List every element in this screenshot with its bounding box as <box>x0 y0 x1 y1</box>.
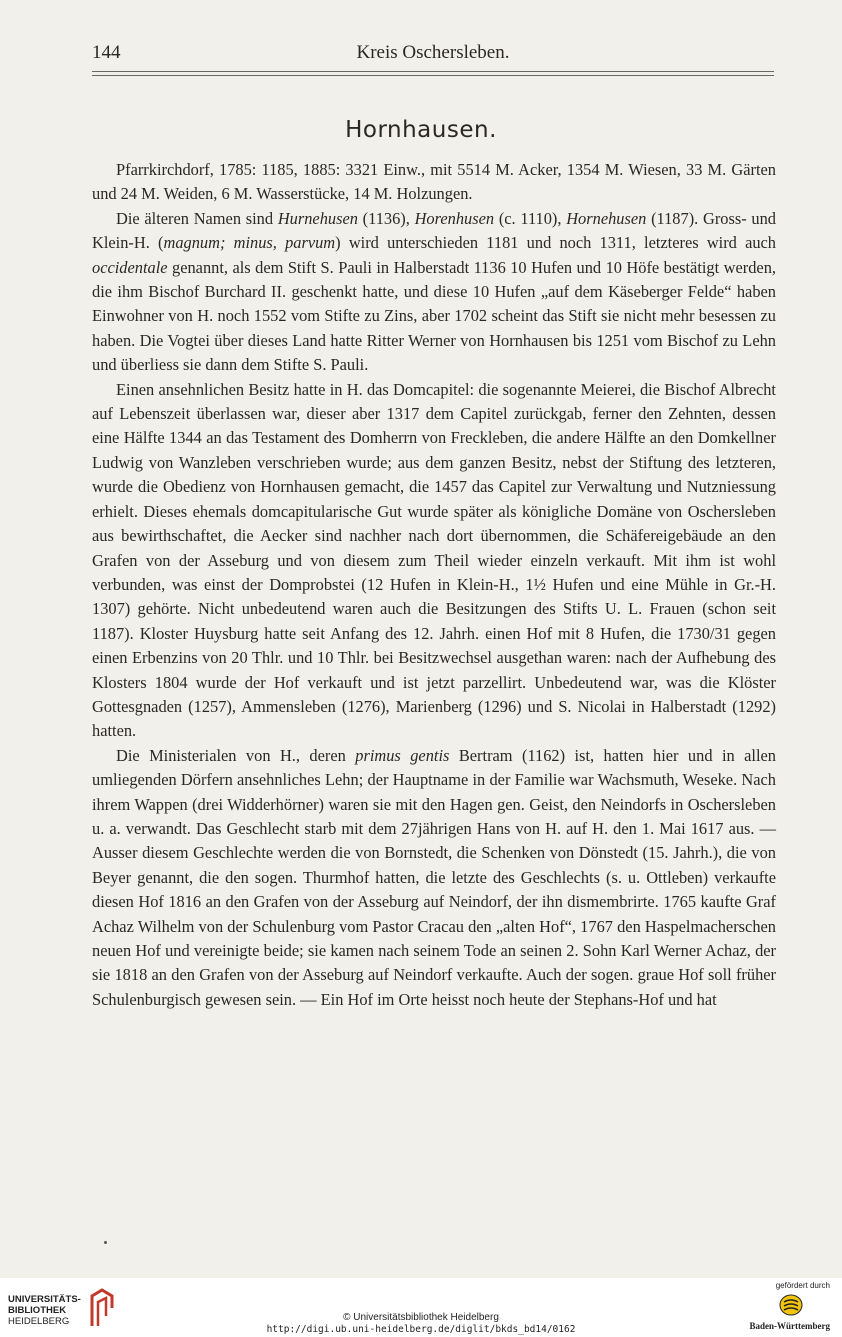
italic-term: primus gentis <box>355 745 450 765</box>
header-rule <box>92 71 774 72</box>
text-run: Einen ansehnlichen Besitz hatte in H. das Domcapitel: die sogenannte Meierei, die Bischof Albrecht auf Lebenszeit überlassen war, dieser aber 1317 dem Capitel zurückgab, ferner den Zehnten, dessen eine Hälfte 1344 an das Testament des Domherrn von Freckleben, die andere Hälfte an den Domkellner Ludwig von Wanzleben verschrieben wurde; aus dem ganzen Besitz, nebst der Stiftung des letzteren, wurde die Obedienz von Hornhausen gemacht, die 1457 das Capitel zur Verwaltung und Nutzniessung erhielt. Dieses ehemals domcapitularische Gut wurde später als königliche Domäne von Oschersleben aus bewirthschaftet, die Aecker sind nachher nach dort übernommen, die Schäfereigebäude an den Grafen von der Asseburg und von diesem zum Theil wieder einzeln verkauft. Mit ihm ist wohl verbunden, was einst der Domprobstei (12 Hufen in Klein-H., 1½ Hufen und eine Mühle in Gr.-H. 1307) gehörte. Nicht unbedeutend waren auch die Besitzungen des Stifts U. L. Frauen (schon seit 1187). Kloster Huysburg hatte seit Anfang des 12. Jahrh. einen Hof mit 8 Hufen, die 1730/31 gegen einen Erbenzins von 20 Thlr. und 10 Thlr. bei Besitzwechsel ausgethan waren: nach der Aufhebung des Klosters 1804 wurde der Hof verkauft und ist jetzt parzellirt. Unbedeutend war, was die Klöster Gottesgnaden (1257), Ammensleben (1276), Marienberg (1296) und S. Nicolai in Halberstadt (1292) hatten. <box>92 379 776 741</box>
page-number: 144 <box>92 42 121 63</box>
italic-term: Hurnehusen <box>277 208 358 228</box>
paragraph <box>92 207 776 378</box>
permalink-url[interactable]: http://digi.ub.uni-heidelberg.de/diglit/bkds_bd14/0162 <box>266 1324 576 1335</box>
text-run: Bertram (1162) ist, hatten hier und in allen umliegenden Dörfern ansehnliches Lehn; der Hauptname in der Familie war Wachsmuth, Weseke. Nach ihrem Wappen (drei Widderhörner) waren sie mit den Hagen gen. Geist, den Neindorfs in Oschersleben u. a. verwandt. Das Geschlecht starb mit dem 27jährigen Hans von H. auf H. den 1. Mai 1617 aus. — Ausser diesem Geschlechte werden die von Bornstedt, die Schenken von Dönstedt (15. Jahrh.), die von Beyer genannt, die den sogen. Thurmhof hatten, die letzte des Geschlechts (s. u. Ottleben) verkaufte diesen Hof 1816 an den Grafen von der Asseburg auf Neindorf, der ihn dismembrirte. 1765 kaufte Graf Achaz Wilhelm von der Schulenburg vom Pastor Cracau den „alten Hof“, 1767 den Haspelmacherschen neuen Hof und vereinigte beide; sie kamen nach seinem Tode an seinen 2. Sohn Karl Werner Achaz, der sie 1818 an den Grafen von der Asseburg auf Neindorf verkaufte. Auch der sogen. graue Hof soll früher Schulenburgisch gewesen sein. — Ein Hof im Orte heisst noch heute der Stephans-Hof und hat <box>92 745 776 1009</box>
text-run: Die Ministerialen von H., deren <box>116 745 356 765</box>
body-text <box>92 158 776 1012</box>
footer-bar <box>0 1278 842 1337</box>
page-header <box>92 42 774 68</box>
funder-name: Baden-Württemberg <box>749 1321 830 1331</box>
header-rule-thin <box>92 75 774 76</box>
funded-by-label: gefördert durch <box>775 1281 830 1290</box>
library-name-line2: BIBLIOTHEK <box>8 1305 67 1316</box>
page-speck <box>104 1241 107 1244</box>
text-run: ) wird unterschieden 1181 und noch 1311, letzteres wird auch <box>335 233 777 253</box>
paragraph <box>92 744 776 1012</box>
paragraph <box>92 158 776 207</box>
text-run: (1187). Gross- und Klein-H. ( <box>92 208 776 253</box>
text-run: genannt, als dem Stift S. Pauli in Halberstadt 1136 10 Hufen und 10 Höfe bestätigt werden, die ihm Bischof Burchard II. geschenkt hatte, und diese 10 Hufen „auf dem Käseberger Felde“ haben Einwohner von H. noch 1552 vom Stifte zu Zins, aber 1702 scheint das Stift sie nicht mehr besessen zu haben. Die Vogtei über dieses Land hatte Ritter Werner von Hornhausen bis 1251 vom Bischof zu Lehn und überliess sie dann dem Stifte S. Pauli. <box>92 257 776 375</box>
library-name-line1: UNIVERSITÄTS- <box>8 1294 81 1305</box>
text-run: Pfarrkirchdorf, 1785: 1185, 1885: 3321 Einw., mit 5514 M. Acker, 1354 M. Wiesen, 33 M. Gärten und 24 M. Weiden, 6 M. Wasserstücke, 14 M. Holzungen. <box>92 160 776 204</box>
section-title: Hornhausen. <box>345 117 497 143</box>
text-run: Die älteren Namen sind <box>116 208 278 228</box>
italic-term: occidentale <box>92 257 168 277</box>
italic-term: Hornehusen <box>566 208 647 228</box>
italic-term: Horenhusen <box>414 208 495 228</box>
paragraph <box>92 378 776 744</box>
text-run: (1136), <box>357 208 415 228</box>
text-run: (c. 1110), <box>494 208 567 228</box>
baden-wuerttemberg-crest-icon <box>778 1292 804 1318</box>
running-head: Kreis Oschersleben. <box>356 42 510 63</box>
italic-term: magnum; minus, parvum <box>163 233 336 253</box>
library-name-line3: HEIDELBERG <box>8 1316 70 1327</box>
copyright-notice: © Universitätsbibliothek Heidelberg <box>343 1312 499 1323</box>
